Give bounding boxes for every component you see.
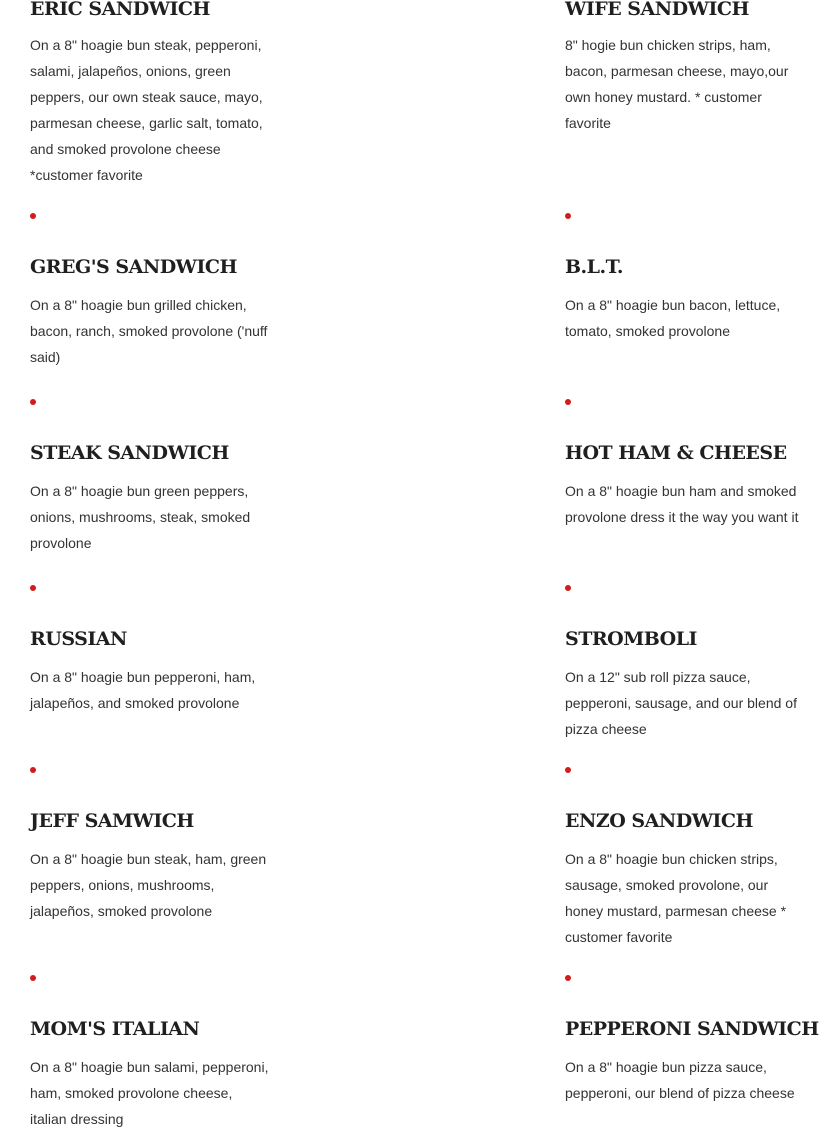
menu-item-description: On a 8" hoagie bun pepperoni, ham, jalapeños, and smoked provolone [30,669,256,711]
divider-dot [565,975,571,981]
menu-item-title: STROMBOLI [565,628,697,650]
divider-dot [565,585,571,591]
menu-item-description: On a 8" hoagie bun bacon, lettuce, tomato, smoked provolone [565,297,781,339]
menu-item-title: WIFE SANDWICH [565,0,749,20]
divider-dot [30,399,36,405]
divider-dot [565,213,571,219]
menu-item-description: On a 8" hoagie bun ham and smoked provolone dress it the way you want it [565,483,799,525]
menu-item-title: RUSSIAN [30,628,127,650]
menu-item-description: On a 8" hoagie bun steak, ham, green peppers, onions, mushrooms, jalapeños, smoked provolone [30,851,267,919]
menu-item-title: PEPPERONI SANDWICH [565,1018,819,1040]
menu-item-description: 8" hogie bun chicken strips, ham, bacon, parmesan cheese, mayo,our own honey mustard. * customer favorite [565,37,789,131]
divider-dot [565,399,571,405]
menu-item-title: MOM'S ITALIAN [30,1018,200,1040]
menu-item-title: JEFF SAMWICH [30,810,194,832]
menu-item-title: ENZO SANDWICH [565,810,753,832]
menu-item-description: On a 8" hoagie bun salami, pepperoni, ham, smoked provolone cheese, italian dressing [30,1059,269,1127]
menu-item-description: On a 8" hoagie bun grilled chicken, bacon, ranch, smoked provolone ('nuff said) [30,297,268,365]
menu-item-title: GREG'S SANDWICH [30,256,237,278]
divider-dot [30,767,36,773]
menu-item-title: B.L.T. [565,256,623,278]
menu-item-description: On a 8" hoagie bun pizza sauce, pepperoni, our blend of pizza cheese [565,1059,795,1101]
menu-item-description: On a 12" sub roll pizza sauce, pepperoni, sausage, and our blend of pizza cheese [565,669,797,737]
divider-dot [565,767,571,773]
divider-dot [30,213,36,219]
menu-item-description: On a 8" hoagie bun green peppers, onions, mushrooms, steak, smoked provolone [30,483,251,551]
divider-dot [30,585,36,591]
menu-item-description: On a 8" hoagie bun chicken strips, sausage, smoked provolone, our honey mustard, parmesan cheese * customer favorite [565,851,787,945]
menu-item-description: On a 8" hoagie bun steak, pepperoni, salami, jalapeños, onions, green peppers, our own steak sauce, mayo, parmesan cheese, garlic salt, tomato, and smoked provolone cheese *customer favorite [30,37,263,183]
divider-dot [30,975,36,981]
menu-item-title: HOT HAM & CHEESE [565,442,787,464]
menu-item-title: STEAK SANDWICH [30,442,229,464]
menu-item-title: ERIC SANDWICH [30,0,211,20]
